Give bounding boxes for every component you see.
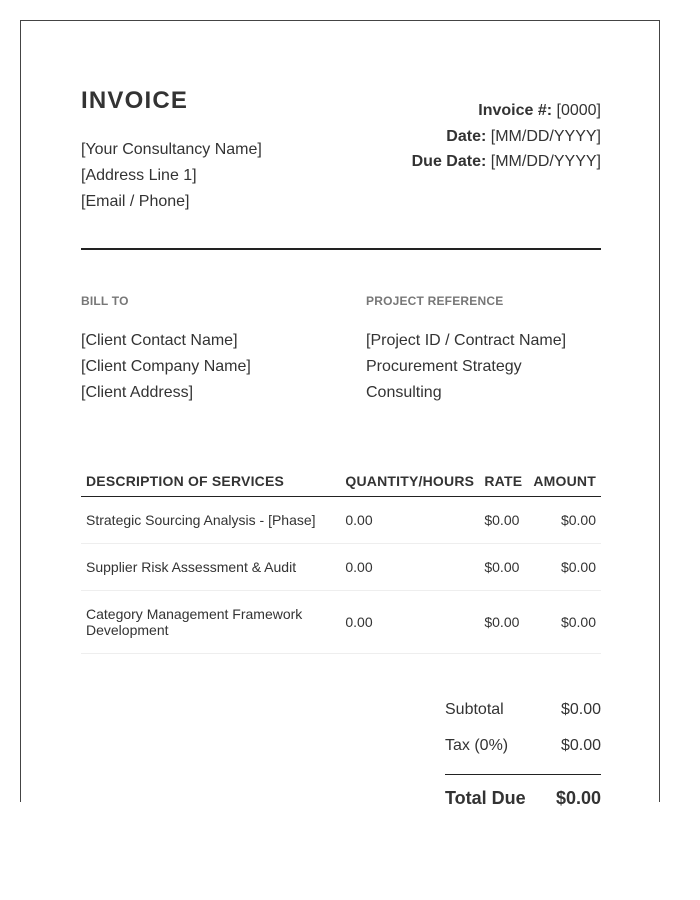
- invoice-due-date-label: Due Date:: [411, 153, 487, 170]
- invoice-due-date-value: [MM/DD/YYYY]: [490, 153, 601, 170]
- client-address: [Client Address]: [81, 384, 194, 401]
- table-row: [81, 497, 601, 544]
- service-rate: $0.00: [479, 544, 528, 591]
- sender-contact: [Email / Phone]: [81, 193, 190, 210]
- project-id: [Project ID / Contract Name]: [366, 332, 567, 349]
- service-amount: $0.00: [528, 497, 601, 544]
- quantity-header: QUANTITY/HOURS: [340, 466, 479, 497]
- invoice-meta: [412, 98, 601, 175]
- tax-value: $0.00: [560, 737, 601, 754]
- service-amount: $0.00: [528, 544, 601, 591]
- service-description: Strategic Sourcing Analysis - [Phase]: [81, 497, 340, 544]
- project-reference-section: [366, 294, 601, 406]
- service-quantity: 0.00: [340, 544, 479, 591]
- table-row: [81, 544, 601, 591]
- invoice-date-row: [412, 124, 601, 150]
- rate-header: RATE: [479, 466, 528, 497]
- services-table: [81, 466, 601, 654]
- project-reference-label: PROJECT REFERENCE: [366, 294, 504, 308]
- invoice-number-label: Invoice #:: [478, 102, 553, 119]
- service-rate: $0.00: [479, 497, 528, 544]
- total-due-label: Total Due: [445, 787, 526, 808]
- invoice-page: [20, 20, 660, 808]
- amount-header: AMOUNT: [528, 466, 601, 497]
- invoice-date-label: Date:: [446, 127, 487, 145]
- bill-to-details: [81, 328, 251, 406]
- service-amount: $0.00: [528, 591, 601, 654]
- service-description: Category Management Framework Development: [81, 591, 340, 654]
- total-due-value: $0.00: [555, 787, 601, 808]
- invoice-number-value: [0000]: [556, 102, 601, 119]
- sender-details: [81, 137, 262, 215]
- total-due-row: [445, 775, 601, 821]
- project-reference-details: [366, 328, 601, 406]
- invoice-due-date-row: [412, 149, 601, 175]
- table-row: [81, 591, 601, 654]
- service-quantity: 0.00: [340, 591, 479, 654]
- bill-to-label: BILL TO: [81, 294, 129, 308]
- bill-to-section: [81, 294, 251, 406]
- services-table-header: [81, 466, 601, 497]
- header-divider: [81, 248, 601, 250]
- invoice-title: INVOICE: [81, 87, 189, 114]
- service-rate: $0.00: [479, 591, 528, 654]
- service-quantity: 0.00: [340, 497, 479, 544]
- description-header: DESCRIPTION OF SERVICES: [81, 466, 340, 497]
- subtotal-label: Subtotal: [445, 701, 504, 718]
- client-company-name: [Client Company Name]: [81, 358, 251, 375]
- totals-section: [445, 692, 601, 821]
- subtotal-row: [445, 692, 601, 728]
- tax-row: [445, 728, 601, 764]
- service-description: Supplier Risk Assessment & Audit: [81, 544, 340, 591]
- invoice-date-value: [MM/DD/YYYY]: [490, 127, 601, 145]
- tax-label: Tax (0%): [445, 737, 509, 754]
- subtotal-value: $0.00: [560, 701, 601, 718]
- sender-address: [Address Line 1]: [81, 167, 197, 184]
- sender-name: [Your Consultancy Name]: [81, 141, 262, 158]
- project-name: Procurement Strategy Consulting: [366, 358, 522, 401]
- invoice-number-row: [412, 98, 601, 124]
- client-contact-name: [Client Contact Name]: [81, 332, 238, 349]
